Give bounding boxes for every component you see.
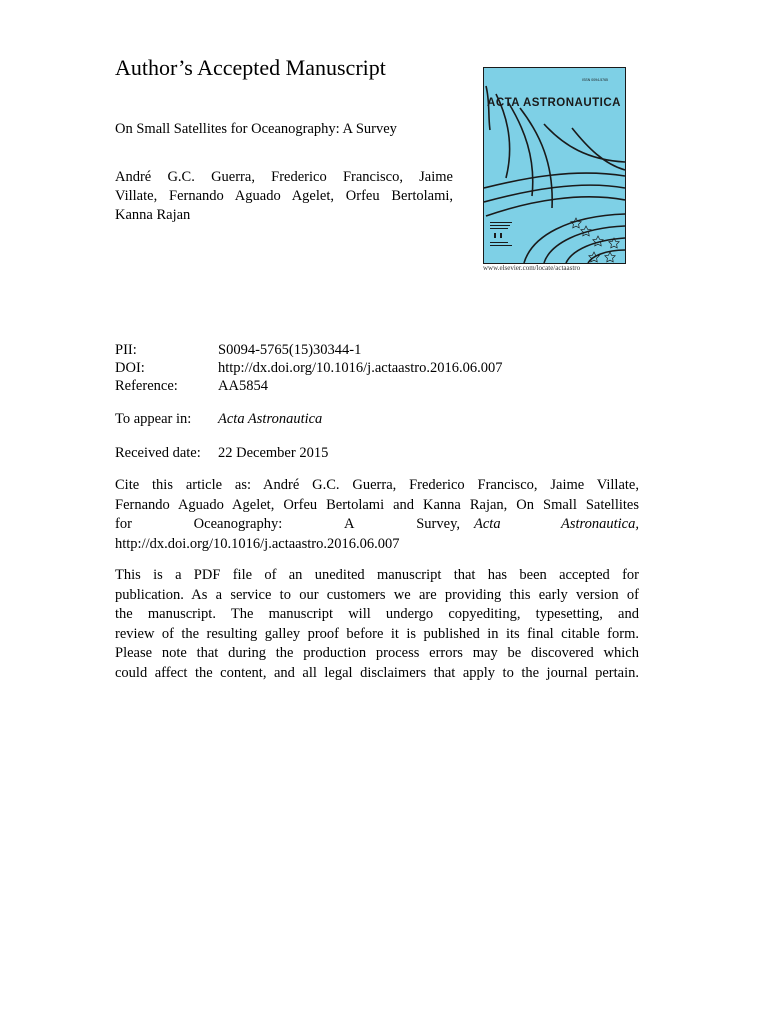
received-date-value: 22 December 2015 bbox=[218, 445, 329, 461]
citation-doi-line: http://dx.doi.org/10.1016/j.actaastro.2016.06.007 bbox=[115, 535, 400, 552]
manuscript-notice bbox=[115, 566, 639, 683]
cover-issn: ISSN 0094-5765 bbox=[582, 78, 608, 82]
citation-block bbox=[115, 476, 639, 554]
pii-value: S0094-5765(15)30344-1 bbox=[218, 342, 362, 358]
citation-word: Astronautica, bbox=[560, 516, 639, 532]
pii-label: PII: bbox=[115, 342, 137, 358]
reference-value: AA5854 bbox=[218, 378, 268, 394]
notice-line: publication. As a service to our customers we are providing this early version of bbox=[115, 586, 639, 603]
citation-journal bbox=[474, 515, 639, 535]
doi-value: http://dx.doi.org/10.1016/j.actaastro.2016.06.007 bbox=[218, 360, 503, 376]
author-list bbox=[115, 168, 453, 225]
citation-word: Oceanography: bbox=[193, 516, 283, 532]
received-date-label: Received date: bbox=[115, 445, 201, 461]
citation-line: Cite this article as: André G.C. Guerra, Frederico Francisco, Jaime Villate, bbox=[115, 477, 639, 493]
author-line: Villate, Fernando Aguado Agelet, Orfeu Bertolami, bbox=[115, 188, 453, 204]
author-line: Kanna Rajan bbox=[115, 207, 191, 223]
notice-line: the manuscript. The manuscript will undergo copyediting, typesetting, and bbox=[115, 606, 639, 622]
citation-word: Survey, bbox=[416, 516, 460, 532]
journal-cover-image bbox=[483, 67, 626, 264]
article-title: On Small Satellites for Oceanography: A Survey bbox=[115, 121, 397, 137]
appear-in-value: Acta Astronautica bbox=[218, 411, 323, 427]
notice-line: review of the resulting galley proof before it is published in its final citable form. bbox=[115, 625, 639, 642]
cover-journal-name: ACTA ASTRONAUTICA bbox=[487, 97, 621, 109]
citation-word: Acta bbox=[474, 516, 501, 532]
doi-label: DOI: bbox=[115, 360, 145, 376]
citation-word: for bbox=[115, 516, 132, 532]
notice-line: This is a PDF file of an unedited manuscript that has been accepted for bbox=[115, 567, 639, 583]
citation-line-part bbox=[115, 515, 460, 535]
author-line: André G.C. Guerra, Frederico Francisco, Jaime bbox=[115, 169, 453, 185]
citation-word: A bbox=[344, 516, 355, 532]
appear-in-label: To appear in: bbox=[115, 411, 192, 427]
citation-line bbox=[115, 515, 639, 535]
reference-label: Reference: bbox=[115, 378, 178, 394]
notice-line: could affect the content, and all legal disclaimers that apply to the journal pertain. bbox=[115, 664, 639, 681]
citation-line: Fernando Aguado Agelet, Orfeu Bertolami and Kanna Rajan, On Small Satellites bbox=[115, 496, 639, 513]
journal-cover-url: www.elsevier.com/locate/actaastro bbox=[483, 264, 581, 272]
notice-line: Please note that during the production process errors may be discovered which bbox=[115, 645, 639, 661]
journal-cover-art bbox=[484, 68, 625, 263]
manuscript-header-title: Author’s Accepted Manuscript bbox=[115, 55, 386, 80]
